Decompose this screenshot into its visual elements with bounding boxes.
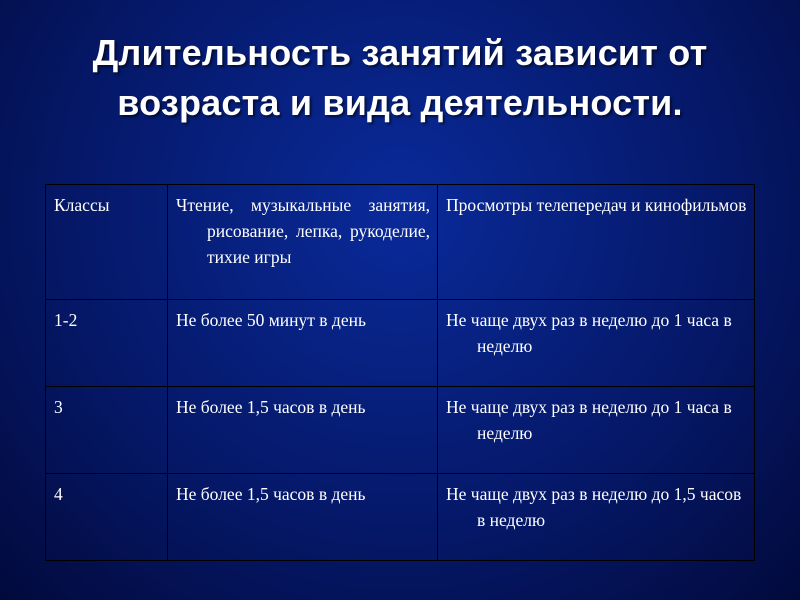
header-reading	[168, 185, 438, 300]
cell-classes	[46, 474, 168, 561]
cell-classes	[46, 387, 168, 474]
table-row	[46, 474, 755, 561]
cell-tv-text: Не чаще двух раз в неделю до 1,5 часов в неделю	[446, 484, 742, 530]
cell-tv-text: Не чаще двух раз в неделю до 1 часа в неделю	[446, 397, 732, 443]
cell-classes-text: 1-2	[54, 310, 78, 330]
table-header-row	[46, 185, 755, 300]
cell-tv-text: Не чаще двух раз в неделю до 1 часа в неделю	[446, 310, 732, 356]
cell-reading	[168, 474, 438, 561]
cell-reading	[168, 300, 438, 387]
activity-duration-table	[45, 184, 755, 561]
cell-reading	[168, 387, 438, 474]
header-tv-text: Просмотры телепередач и кинофильмов	[446, 195, 747, 215]
header-classes	[46, 185, 168, 300]
cell-classes-text: 3	[54, 397, 63, 417]
cell-reading-text: Не более 1,5 часов в день	[176, 484, 366, 504]
header-tv	[438, 185, 755, 300]
cell-reading-text: Не более 50 минут в день	[176, 310, 366, 330]
cell-tv	[438, 387, 755, 474]
cell-classes-text: 4	[54, 484, 63, 504]
header-classes-text: Классы	[54, 195, 110, 215]
cell-classes	[46, 300, 168, 387]
cell-reading-text: Не более 1,5 часов в день	[176, 397, 366, 417]
slide-title	[30, 28, 770, 128]
cell-tv	[438, 474, 755, 561]
header-reading-text: Чтение, музыкальные занятия, рисование, лепка, рукоделие, тихие игры	[176, 195, 430, 267]
cell-tv	[438, 300, 755, 387]
slide-title-line-1: Длительность занятий зависит от	[92, 32, 708, 73]
table-row	[46, 387, 755, 474]
table-row	[46, 300, 755, 387]
slide-title-line-2: возраста и вида деятельности.	[117, 82, 683, 123]
